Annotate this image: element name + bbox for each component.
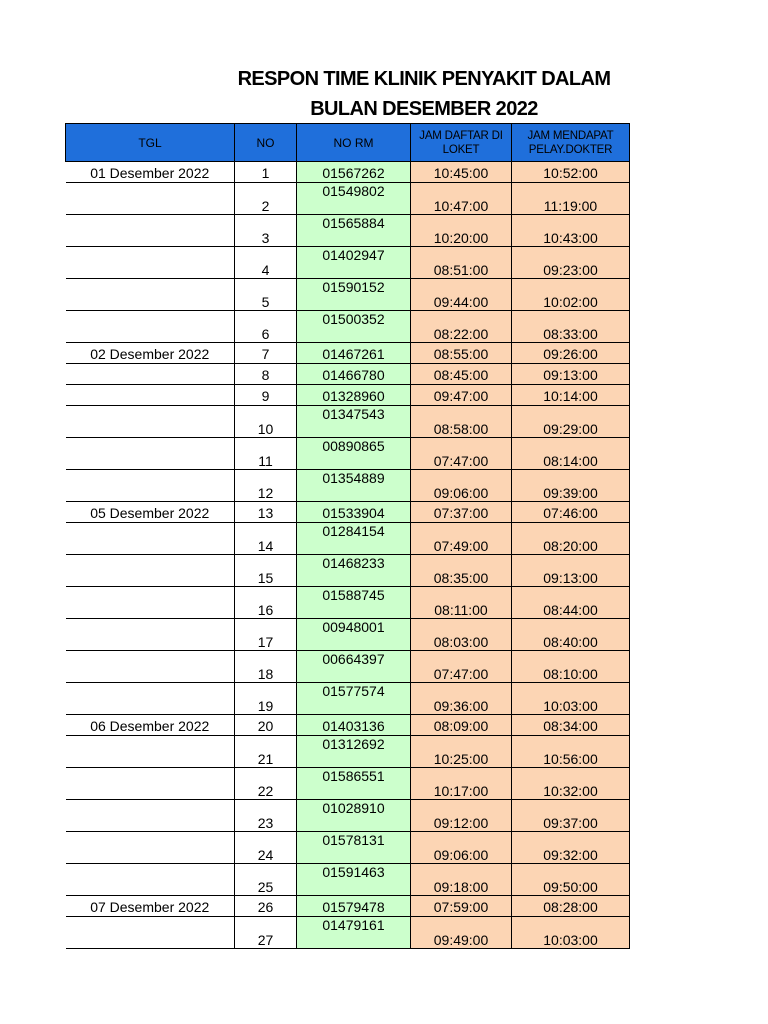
cell-no: 3 [235,215,297,247]
table-row [66,470,630,502]
cell-tgl: 02 Desember 2022 [66,343,235,364]
table-row [66,864,630,896]
table-row [66,715,630,736]
cell-jam-daftar: 09:47:00 [411,385,512,406]
cell-no-rm: 01500352 [297,311,411,343]
cell-tgl: 06 Desember 2022 [66,715,235,736]
header-no: NO [235,124,297,162]
cell-tgl [66,800,235,832]
header-no-rm: NO RM [297,124,411,162]
cell-no: 9 [235,385,297,406]
cell-jam-mendapat: 09:37:00 [512,800,630,832]
cell-jam-mendapat: 11:19:00 [512,183,630,215]
cell-no: 16 [235,587,297,619]
cell-tgl [66,587,235,619]
cell-tgl [66,736,235,768]
cell-no-rm: 01467261 [297,343,411,364]
cell-no-rm: 01591463 [297,864,411,896]
cell-no: 11 [235,438,297,470]
cell-tgl [66,832,235,864]
cell-no-rm: 01577574 [297,683,411,715]
cell-jam-mendapat: 10:52:00 [512,162,630,183]
cell-no-rm: 01588745 [297,587,411,619]
table-row [66,523,630,555]
table-body [66,162,630,949]
cell-jam-daftar: 08:11:00 [411,587,512,619]
cell-jam-daftar: 07:47:00 [411,651,512,683]
cell-jam-daftar: 07:59:00 [411,896,512,917]
header-jam-mendapat: JAM MENDAPAT PELAY.DOKTER [512,124,630,162]
cell-no: 2 [235,183,297,215]
cell-jam-daftar: 08:55:00 [411,343,512,364]
cell-no: 4 [235,247,297,279]
cell-no-rm: 01567262 [297,162,411,183]
cell-jam-daftar: 08:22:00 [411,311,512,343]
cell-jam-mendapat: 08:20:00 [512,523,630,555]
cell-no: 22 [235,768,297,800]
cell-tgl [66,523,235,555]
cell-no: 13 [235,502,297,523]
cell-jam-daftar: 08:35:00 [411,555,512,587]
cell-jam-daftar: 08:58:00 [411,406,512,438]
cell-tgl [66,917,235,949]
table-row [66,587,630,619]
cell-jam-mendapat: 09:50:00 [512,864,630,896]
cell-jam-daftar: 10:25:00 [411,736,512,768]
cell-no-rm: 01347543 [297,406,411,438]
cell-jam-mendapat: 09:23:00 [512,247,630,279]
cell-no-rm: 01403136 [297,715,411,736]
cell-jam-mendapat: 08:44:00 [512,587,630,619]
table-row [66,247,630,279]
cell-no-rm: 01586551 [297,768,411,800]
cell-no: 20 [235,715,297,736]
cell-tgl [66,438,235,470]
table-row [66,406,630,438]
cell-jam-mendapat: 10:14:00 [512,385,630,406]
cell-jam-mendapat: 08:10:00 [512,651,630,683]
table-row [66,343,630,364]
cell-no-rm: 01549802 [297,183,411,215]
cell-jam-daftar: 07:49:00 [411,523,512,555]
cell-jam-mendapat: 07:46:00 [512,502,630,523]
table-header [66,124,630,162]
cell-no: 18 [235,651,297,683]
cell-no-rm: 01028910 [297,800,411,832]
cell-no-rm: 01590152 [297,279,411,311]
cell-jam-daftar: 10:45:00 [411,162,512,183]
cell-jam-mendapat: 08:28:00 [512,896,630,917]
table-row [66,502,630,523]
cell-tgl: 05 Desember 2022 [66,502,235,523]
cell-jam-mendapat: 10:56:00 [512,736,630,768]
cell-jam-mendapat: 09:29:00 [512,406,630,438]
cell-no: 14 [235,523,297,555]
cell-no-rm: 00948001 [297,619,411,651]
cell-jam-daftar: 09:06:00 [411,470,512,502]
cell-tgl [66,385,235,406]
cell-jam-mendapat: 10:03:00 [512,683,630,715]
cell-no-rm: 01284154 [297,523,411,555]
cell-no: 23 [235,800,297,832]
cell-tgl: 01 Desember 2022 [66,162,235,183]
table-row [66,896,630,917]
table-row [66,651,630,683]
cell-jam-daftar: 10:17:00 [411,768,512,800]
cell-tgl [66,311,235,343]
cell-jam-mendapat: 09:13:00 [512,364,630,385]
cell-jam-mendapat: 09:39:00 [512,470,630,502]
cell-jam-mendapat: 10:03:00 [512,917,630,949]
cell-jam-mendapat: 10:02:00 [512,279,630,311]
table-row [66,736,630,768]
cell-jam-daftar: 07:47:00 [411,438,512,470]
cell-jam-mendapat: 08:40:00 [512,619,630,651]
cell-no-rm: 01312692 [297,736,411,768]
table-row [66,800,630,832]
cell-jam-mendapat: 09:32:00 [512,832,630,864]
cell-tgl [66,651,235,683]
cell-no: 5 [235,279,297,311]
table-row [66,619,630,651]
cell-no: 19 [235,683,297,715]
cell-jam-mendapat: 09:13:00 [512,555,630,587]
table-row [66,215,630,247]
cell-jam-daftar: 09:12:00 [411,800,512,832]
cell-no-rm: 01533904 [297,502,411,523]
table-row [66,555,630,587]
cell-no: 6 [235,311,297,343]
cell-jam-mendapat: 10:43:00 [512,215,630,247]
cell-jam-daftar: 08:45:00 [411,364,512,385]
cell-jam-mendapat: 08:14:00 [512,438,630,470]
cell-no-rm: 01328960 [297,385,411,406]
cell-no-rm: 01479161 [297,917,411,949]
table-row [66,162,630,183]
cell-tgl [66,768,235,800]
cell-jam-daftar: 10:47:00 [411,183,512,215]
cell-no: 1 [235,162,297,183]
cell-jam-mendapat: 09:26:00 [512,343,630,364]
table-row [66,768,630,800]
cell-no-rm: 01468233 [297,555,411,587]
table-row [66,279,630,311]
cell-tgl [66,555,235,587]
cell-no: 8 [235,364,297,385]
cell-no-rm: 01578131 [297,832,411,864]
table-row [66,683,630,715]
cell-tgl [66,279,235,311]
cell-jam-daftar: 08:09:00 [411,715,512,736]
table-row [66,385,630,406]
table-row [66,364,630,385]
cell-no-rm: 00890865 [297,438,411,470]
table-row [66,311,630,343]
cell-jam-daftar: 08:51:00 [411,247,512,279]
cell-no: 10 [235,406,297,438]
cell-jam-mendapat: 10:32:00 [512,768,630,800]
cell-tgl [66,619,235,651]
cell-no: 21 [235,736,297,768]
cell-no-rm: 01579478 [297,896,411,917]
table-row [66,832,630,864]
cell-jam-daftar: 07:37:00 [411,502,512,523]
cell-tgl [66,215,235,247]
cell-no: 25 [235,864,297,896]
cell-jam-daftar: 09:18:00 [411,864,512,896]
page-title: RESPON TIME KLINIK PENYAKIT DALAM [237,68,611,90]
cell-tgl [66,470,235,502]
cell-no: 27 [235,917,297,949]
cell-no-rm: 01565884 [297,215,411,247]
cell-tgl [66,864,235,896]
header-jam-daftar: JAM DAFTAR DI LOKET [411,124,512,162]
header-tgl: TGL [66,124,235,162]
table-row [66,917,630,949]
cell-no: 12 [235,470,297,502]
table-row [66,438,630,470]
cell-jam-daftar: 10:20:00 [411,215,512,247]
cell-tgl: 07 Desember 2022 [66,896,235,917]
page-subtitle: BULAN DESEMBER 2022 [310,98,538,120]
cell-tgl [66,364,235,385]
cell-jam-daftar: 08:03:00 [411,619,512,651]
cell-jam-daftar: 09:49:00 [411,917,512,949]
cell-no: 17 [235,619,297,651]
cell-jam-daftar: 09:44:00 [411,279,512,311]
cell-no: 26 [235,896,297,917]
cell-tgl [66,247,235,279]
cell-no-rm: 01402947 [297,247,411,279]
cell-no: 7 [235,343,297,364]
cell-no-rm: 00664397 [297,651,411,683]
cell-tgl [66,406,235,438]
table-row [66,183,630,215]
cell-jam-daftar: 09:36:00 [411,683,512,715]
cell-tgl [66,683,235,715]
cell-tgl [66,183,235,215]
cell-no-rm: 01466780 [297,364,411,385]
cell-jam-mendapat: 08:34:00 [512,715,630,736]
cell-no-rm: 01354889 [297,470,411,502]
cell-no: 24 [235,832,297,864]
cell-jam-mendapat: 08:33:00 [512,311,630,343]
response-time-table [65,123,630,949]
cell-jam-daftar: 09:06:00 [411,832,512,864]
cell-no: 15 [235,555,297,587]
